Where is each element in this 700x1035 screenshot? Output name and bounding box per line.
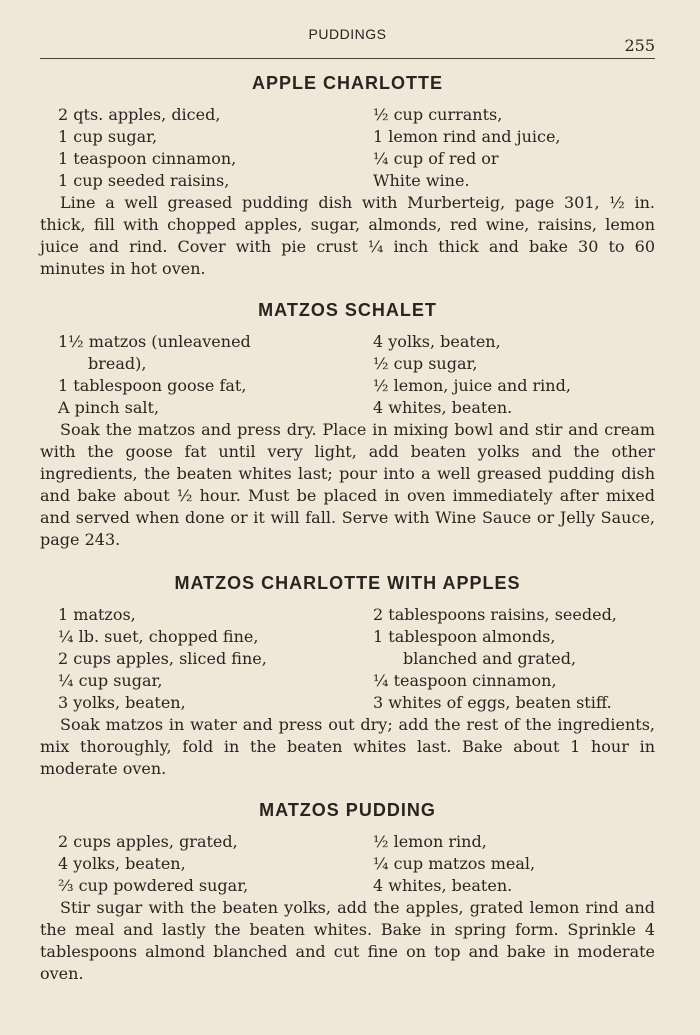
ingredient-item: ½ cup sugar, <box>373 354 478 373</box>
ingredient-item: ¼ teaspoon cinnamon, <box>373 671 557 690</box>
ingredient-item: 1 tablespoon almonds, <box>373 627 556 646</box>
ingredient-column-left <box>40 104 373 192</box>
recipe-matzos-schalet <box>40 300 655 551</box>
ingredient-item: 4 whites, beaten. <box>373 398 513 417</box>
page-number: 255 <box>624 36 655 55</box>
ingredient-item: 3 whites of eggs, beaten stiff. <box>373 693 612 712</box>
ingredient-list <box>40 831 655 897</box>
ingredient-item: bread), <box>88 354 147 373</box>
running-header <box>40 22 655 55</box>
ingredient-item: 1½ matzos (unleavened <box>58 332 251 351</box>
ingredient-item: ¼ cup matzos meal, <box>373 854 536 873</box>
ingredient-item: 2 cups apples, grated, <box>58 832 238 851</box>
ingredient-item: 1 lemon rind and juice, <box>373 127 561 146</box>
header-rule <box>40 58 655 59</box>
ingredient-item: 2 qts. apples, diced, <box>58 105 221 124</box>
ingredient-column-left <box>40 604 373 714</box>
ingredient-item: 3 yolks, beaten, <box>58 693 186 712</box>
ingredient-column-left <box>40 331 373 419</box>
ingredient-item: 4 yolks, beaten, <box>58 854 186 873</box>
ingredient-column-right <box>373 104 655 192</box>
ingredient-column-right <box>373 831 655 897</box>
ingredient-item: ½ lemon, juice and rind, <box>373 376 571 395</box>
recipe-title: MATZOS PUDDING <box>259 800 436 820</box>
ingredient-item: 1 tablespoon goose fat, <box>58 376 247 395</box>
ingredient-item: A pinch salt, <box>58 398 160 417</box>
ingredient-item: ¼ cup sugar, <box>58 671 163 690</box>
ingredient-item: ¼ lb. suet, chopped fine, <box>58 627 259 646</box>
ingredient-item: 1 cup sugar, <box>58 127 158 146</box>
ingredient-item: White wine. <box>373 171 470 190</box>
ingredient-item: ⅔ cup powdered sugar, <box>58 876 249 895</box>
ingredient-column-right <box>373 604 655 714</box>
ingredient-item: 4 yolks, beaten, <box>373 332 501 351</box>
ingredient-item: 1 cup seeded raisins, <box>58 171 230 190</box>
ingredient-item: ¼ cup of red or <box>373 149 499 168</box>
ingredient-list <box>40 604 655 714</box>
recipe-method: Soak matzos in water and press out dry; add the rest of the ingredients, mix thoroughly, fold in the beaten whites last. Bake about 1 hour in moderate oven. <box>40 715 655 778</box>
ingredient-item: ½ cup currants, <box>373 105 503 124</box>
running-title: PUDDINGS <box>308 26 387 42</box>
recipe-title: MATZOS SCHALET <box>258 300 437 320</box>
recipe-method: Line a well greased pudding dish with Murberteig, page 301, ½ in. thick, fill with chopped apples, sugar, almonds, red wine, raisins, lemon juice and rind. Cover with pie crust ¼ inch thick and bake 30 to 60 minutes in hot oven. <box>40 193 655 278</box>
recipe-matzos-pudding <box>40 800 655 985</box>
ingredient-item: blanched and grated, <box>403 649 577 668</box>
recipe-method: Soak the matzos and press dry. Place in mixing bowl and stir and cream with the goose fat until very light, add beaten yolks and the other ingredients, the beaten whites last; pour into a well greased pudding dish and bake about ½ hour. Must be placed in oven immediately after mixed and served when done or it will fall. Serve with Wine Sauce or Jelly Sauce, page 243. <box>40 420 655 549</box>
ingredient-item: 4 whites, beaten. <box>373 876 513 895</box>
ingredient-list <box>40 104 655 192</box>
ingredient-item: ½ lemon rind, <box>373 832 487 851</box>
recipe-method: Stir sugar with the beaten yolks, add the apples, grated lemon rind and the meal and lastly the beaten whites. Bake in spring form. Sprinkle 4 tablespoons almond blanched and cut fine on top and bake in moderate oven. <box>40 898 655 983</box>
ingredient-column-right <box>373 331 655 419</box>
ingredient-item: 2 tablespoons raisins, seeded, <box>373 605 617 624</box>
recipe-title: APPLE CHARLOTTE <box>251 73 443 93</box>
ingredient-list <box>40 331 655 419</box>
ingredient-item: 1 teaspoon cinnamon, <box>58 149 237 168</box>
recipe-title: MATZOS CHARLOTTE WITH APPLES <box>174 573 521 593</box>
ingredient-column-left <box>40 831 373 897</box>
ingredient-item: 2 cups apples, sliced fine, <box>58 649 267 668</box>
recipe-matzos-charlotte-with-apples <box>40 573 655 780</box>
ingredient-item: 1 matzos, <box>58 605 136 624</box>
recipe-apple-charlotte <box>40 73 655 280</box>
